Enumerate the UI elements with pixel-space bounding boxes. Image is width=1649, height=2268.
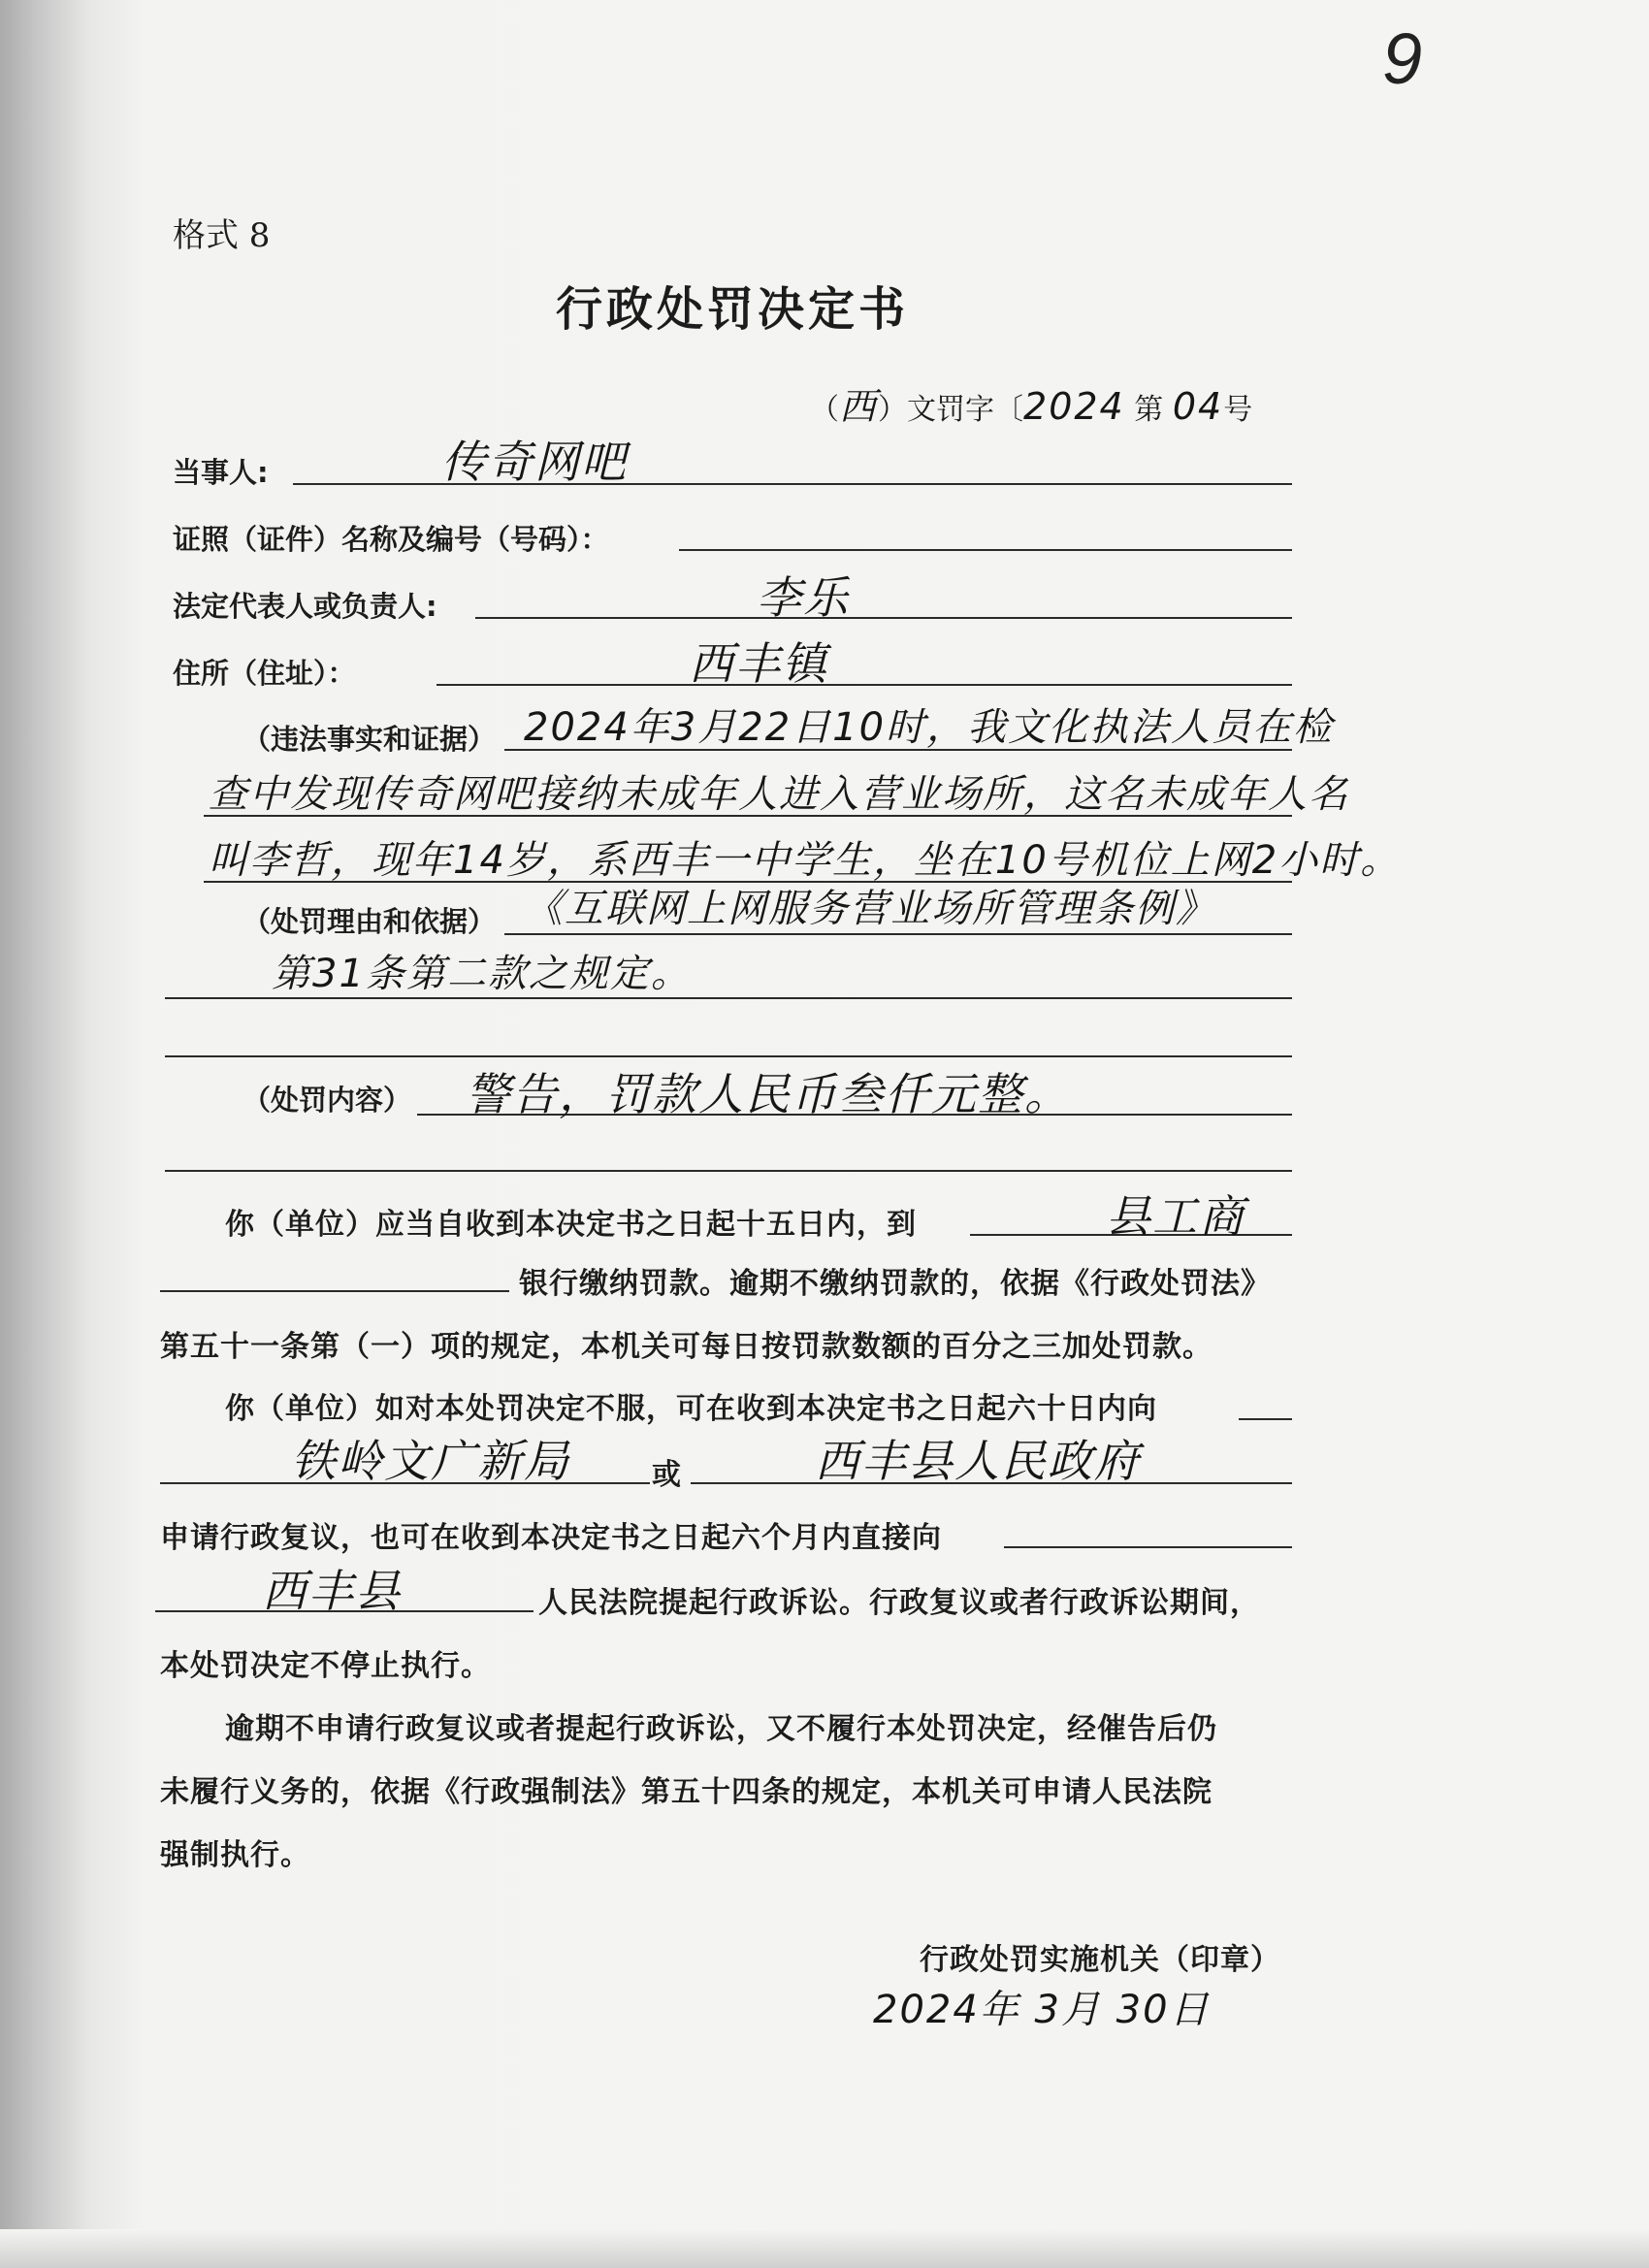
license-label: 证照（证件）名称及编号（号码）： xyxy=(173,523,609,556)
address-value: 西丰镇 xyxy=(689,637,828,690)
review-text-5: 本处罚决定不停止执行。 xyxy=(160,1649,491,1683)
facts-label: （违法事实和证据） xyxy=(242,723,497,756)
document-number: （西）文罚字〔2024 第 04号 xyxy=(810,385,1253,428)
representative-value: 李乐 xyxy=(757,571,850,624)
enforcement-text-2: 未履行义务的，依据《行政强制法》第五十四条的规定，本机关可申请人民法院 xyxy=(160,1775,1212,1809)
basis-line-3 xyxy=(165,1055,1292,1057)
review-text-1: 你（单位）如对本处罚决定不服，可在收到本决定书之日起六十日内向 xyxy=(225,1392,1157,1426)
enforcement-text-1: 逾期不申请行政复议或者提起行政诉讼，又不履行本处罚决定，经催告后仍 xyxy=(225,1712,1217,1746)
review-or: 或 xyxy=(652,1458,682,1492)
document-title: 行政处罚决定书 xyxy=(555,282,909,337)
review-agency-2: 西丰县人民政府 xyxy=(815,1435,1141,1487)
payment-text-3: 第五十一条第（一）项的规定，本机关可每日按罚款数额的百分之三加处罚款。 xyxy=(160,1330,1212,1364)
basis-line-1 xyxy=(504,933,1292,935)
facts-text-3: 叫李哲，现年14岁，系西丰一中学生，坐在10号机位上网2小时。 xyxy=(209,838,1402,883)
facts-text-1: 2024年3月22日10时，我文化执法人员在检 xyxy=(524,705,1335,750)
party-value: 传奇网吧 xyxy=(441,436,628,488)
payment-text-1: 你（单位）应当自收到本决定书之日起十五日内，到 xyxy=(225,1208,917,1242)
issuing-agency-label: 行政处罚实施机关（印章） xyxy=(920,1943,1280,1977)
bank-value: 县工商 xyxy=(1106,1190,1245,1243)
doc-year: 2024 xyxy=(1023,385,1125,428)
facts-text-2: 查中发现传奇网吧接纳未成年人进入营业场所，这名未成年人名 xyxy=(209,772,1349,817)
court-line-end xyxy=(1004,1546,1292,1548)
review-text-3: 申请行政复议，也可在收到本决定书之日起六个月内直接向 xyxy=(160,1521,942,1555)
enforcement-text-3: 强制执行。 xyxy=(160,1838,310,1872)
scan-edge xyxy=(0,2229,1649,2268)
doc-region: 西 xyxy=(839,385,879,428)
page-number: 9 xyxy=(1382,18,1423,99)
court-value: 西丰县 xyxy=(262,1565,402,1617)
basis-text-1: 《互联网上网服务营业场所管理条例》 xyxy=(524,887,1216,931)
review-line-end xyxy=(1239,1418,1292,1420)
basis-text-2: 第31条第二款之规定。 xyxy=(272,952,692,996)
penalty-label: （处罚内容） xyxy=(242,1084,412,1117)
address-line xyxy=(436,684,1292,686)
representative-line xyxy=(475,617,1292,619)
review-text-4: 人民法院提起行政诉讼。行政复议或者行政诉讼期间， xyxy=(538,1586,1260,1620)
format-label: 格式 8 xyxy=(173,216,271,255)
issue-date: 2024年 3月 30日 xyxy=(873,1988,1211,2032)
penalty-value: 警告，罚款人民币叁仟元整。 xyxy=(466,1068,1071,1120)
bank-line-2 xyxy=(160,1290,509,1292)
doc-serial: 04 xyxy=(1172,385,1224,428)
license-line xyxy=(679,549,1292,551)
payment-text-2: 银行缴纳罚款。逾期不缴纳罚款的，依据《行政处罚法》 xyxy=(519,1267,1271,1301)
address-label: 住所（住址）： xyxy=(173,657,356,690)
basis-label: （处罚理由和依据） xyxy=(242,905,497,938)
penalty-line-2 xyxy=(165,1170,1292,1172)
party-label: 当事人: xyxy=(173,456,269,489)
representative-label: 法定代表人或负责人: xyxy=(173,590,437,623)
review-agency-1: 铁岭文广新局 xyxy=(291,1435,570,1487)
